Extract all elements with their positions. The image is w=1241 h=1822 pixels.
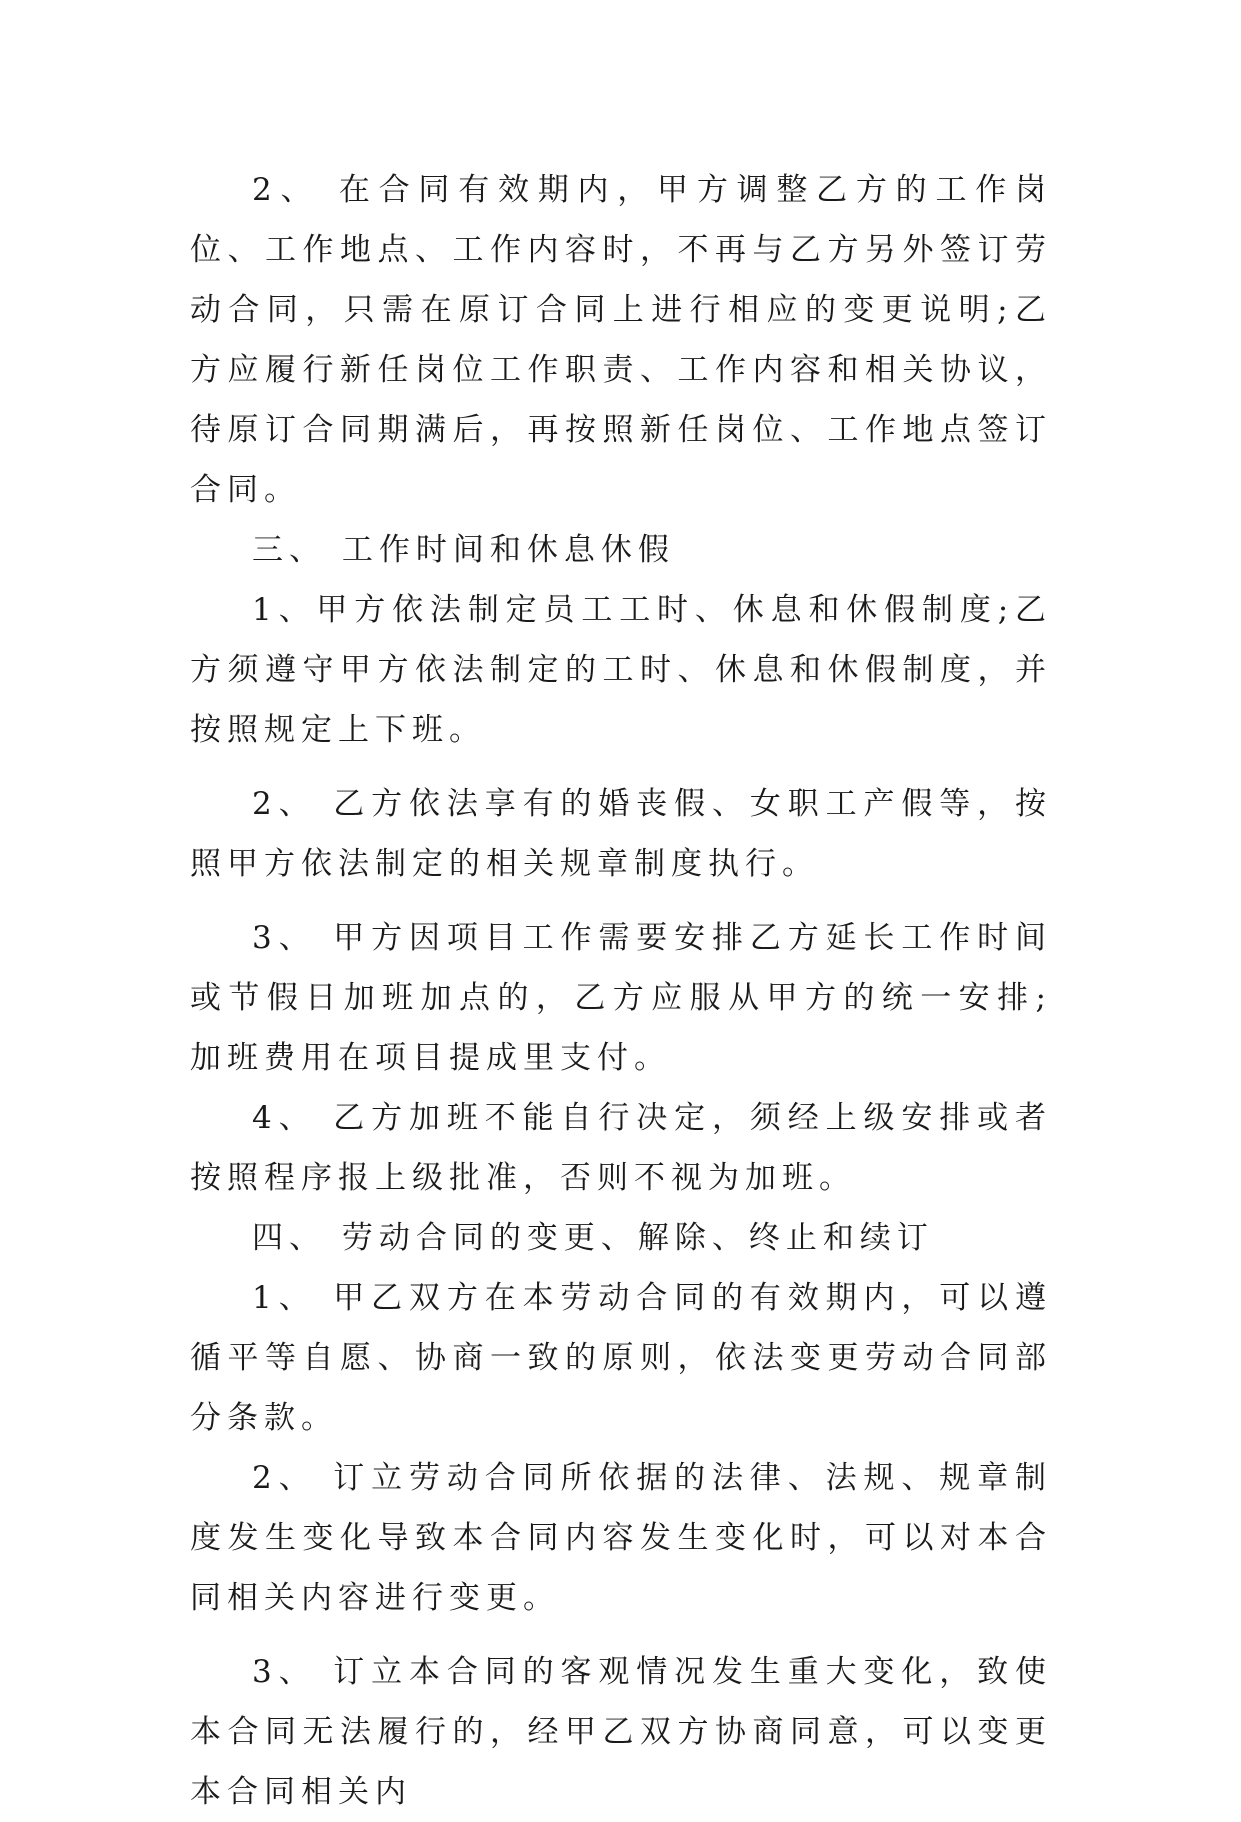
section-3-heading: 三、 工作时间和休息休假 (252, 532, 675, 568)
clause-4-2-paragraph: 2、 订立劳动合同所依据的法律、法规、规章制度发生变化导致本合同内容发生变化时，可以对本合同相关内容进行变更。 (190, 1460, 1052, 1616)
clause-2-paragraph: 2、 在合同有效期内，甲方调整乙方的工作岗位、工作地点、工作内容时，不再与乙方另外签订劳动合同，只需在原订合同上进行相应的变更说明;乙方应履行新任岗位工作职责、工作内容和相关协议，待原订合同期满后，再按照新任岗位、工作地点签订合同。 (190, 172, 1052, 508)
clause-3-2-paragraph: 2、 乙方依法享有的婚丧假、女职工产假等，按照甲方依法制定的相关规章制度执行。 (190, 786, 1052, 882)
clause-3-4-paragraph: 4、 乙方加班不能自行决定，须经上级安排或者按照程序报上级批准，否则不视为加班。 (190, 1100, 1052, 1196)
section-4-heading: 四、 劳动合同的变更、解除、终止和续订 (252, 1220, 934, 1256)
clause-3-1-paragraph: 1、甲方依法制定员工工时、休息和休假制度;乙方须遵守甲方依法制定的工时、休息和休假制度，并按照规定上下班。 (190, 592, 1052, 748)
clause-3-3-paragraph: 3、 甲方因项目工作需要安排乙方延长工作时间或节假日加班加点的，乙方应服从甲方的统一安排;加班费用在项目提成里支付。 (190, 920, 1052, 1076)
clause-4-3-paragraph: 3、 订立本合同的客观情况发生重大变化，致使本合同无法履行的，经甲乙双方协商同意，可以变更本合同相关内 (190, 1654, 1052, 1810)
clause-4-1-paragraph: 1、 甲乙双方在本劳动合同的有效期内，可以遵循平等自愿、协商一致的原则，依法变更劳动合同部分条款。 (190, 1280, 1052, 1436)
document-body (190, 160, 1052, 1822)
